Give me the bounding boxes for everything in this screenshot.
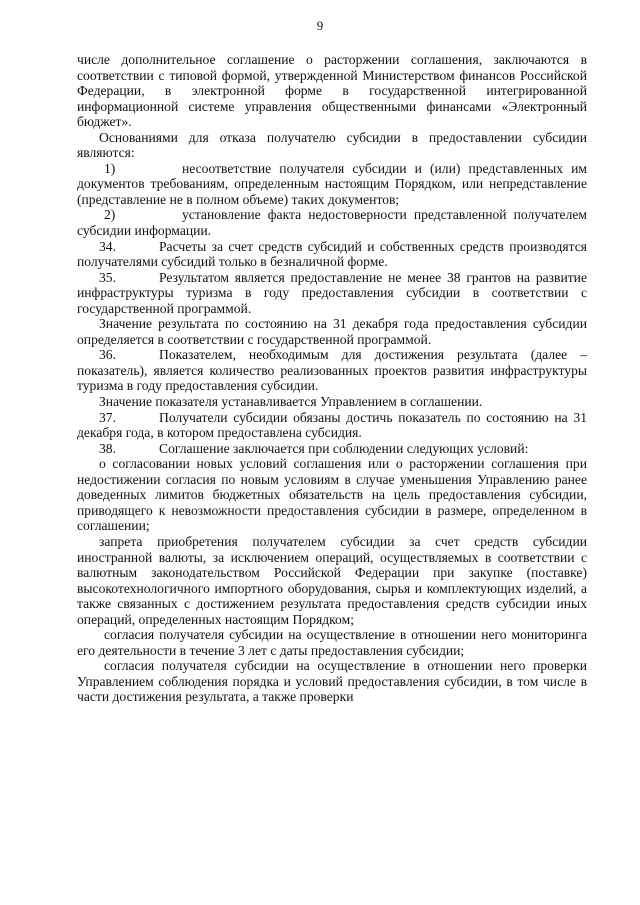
paragraph: согласия получателя субсидии на осуществление в отношении него проверки Управлением соблюдения порядка и условий предоставления субсидии, в том числе в части достижения результата, а также проверки <box>77 658 587 705</box>
numbered-paragraph <box>77 347 587 394</box>
item-number: 35. <box>99 269 116 285</box>
numbered-paragraph <box>77 239 587 270</box>
item-text: Показателем, необходимым для достижения результата (далее – показатель), является количество реализованных проектов развития инфраструктуры туризма в году предоставления субсидии. <box>77 347 587 394</box>
item-text: Результатом является предоставление не менее 38 грантов на развитие инфраструктуры туризма в году предоставления субсидии в соответствии с государственной программой. <box>77 269 587 316</box>
item-number: 37. <box>99 409 116 425</box>
item-number: 38. <box>99 440 116 456</box>
item-text: Расчеты за счет средств субсидий и собственных средств производятся получателями субсидий только в безналичной форме. <box>77 238 587 270</box>
paragraph: запрета приобретения получателем субсидии за счет средств субсидии иностранной валюты, за исключением операций, осуществляемых в соответствии с валютным законодательством Российской Федерации при закупке (поставке) высокотехнологичного импортного оборудования, сырья и комплектующих изделий, а также связанных с достижением результата предоставления средств субсидии иных операций, определенных настоящим Порядком; <box>77 533 587 627</box>
item-text: Соглашение заключается при соблюдении следующих условий: <box>159 440 529 456</box>
numbered-paragraph <box>77 161 587 208</box>
numbered-paragraph <box>77 270 587 317</box>
item-number: 36. <box>99 347 116 363</box>
numbered-paragraph <box>77 207 587 238</box>
item-number: 1) <box>104 160 116 176</box>
paragraph: Значение показателя устанавливается Управлением в соглашении. <box>99 394 483 410</box>
page-number: 9 <box>316 18 324 33</box>
item-text: установление факта недостоверности представленной получателем субсидии информации. <box>77 207 587 239</box>
paragraph: Основаниями для отказа получателю субсидии в предоставлении субсидии являются: <box>77 129 587 161</box>
item-number: 34. <box>99 238 116 254</box>
numbered-paragraph <box>77 441 587 457</box>
numbered-paragraph <box>77 410 587 441</box>
item-text: несоответствие получателя субсидии и (или) представленных им документов требованиям, определенным настоящим Порядком, или непредставление (представление не в полном объеме) таких документов; <box>77 160 587 207</box>
item-number: 2) <box>104 207 116 223</box>
document-body <box>77 52 587 705</box>
paragraph: согласия получателя субсидии на осуществление в отношении него мониторинга его деятельности в течение 3 лет с даты предоставления субсидии; <box>77 627 587 658</box>
item-text: Получатели субсидии обязаны достичь показатель по состоянию на 31 декабря года, в котором предоставлена субсидия. <box>77 409 587 441</box>
paragraph: о согласовании новых условий соглашения или о расторжении соглашения при недостижении согласия по новым условиям в случае уменьшения Управлению ранее доведенных лимитов бюджетных обязательств на цель предоставления субсидии, приводящего к невозможности предоставления субсидии в размере, определенном в соглашении; <box>77 456 587 534</box>
paragraph: числе дополнительное соглашение о расторжении соглашения, заключаются в соответствии с типовой формой, утвержденной Министерством финансов Российской Федерации, в электронной форме в государственной интегрированной информационной системе управления общественными финансами «Электронный бюджет». <box>77 52 587 130</box>
paragraph: Значение результата по состоянию на 31 декабря года предоставления субсидии определяется в соответствии с государственной программой. <box>77 316 587 347</box>
